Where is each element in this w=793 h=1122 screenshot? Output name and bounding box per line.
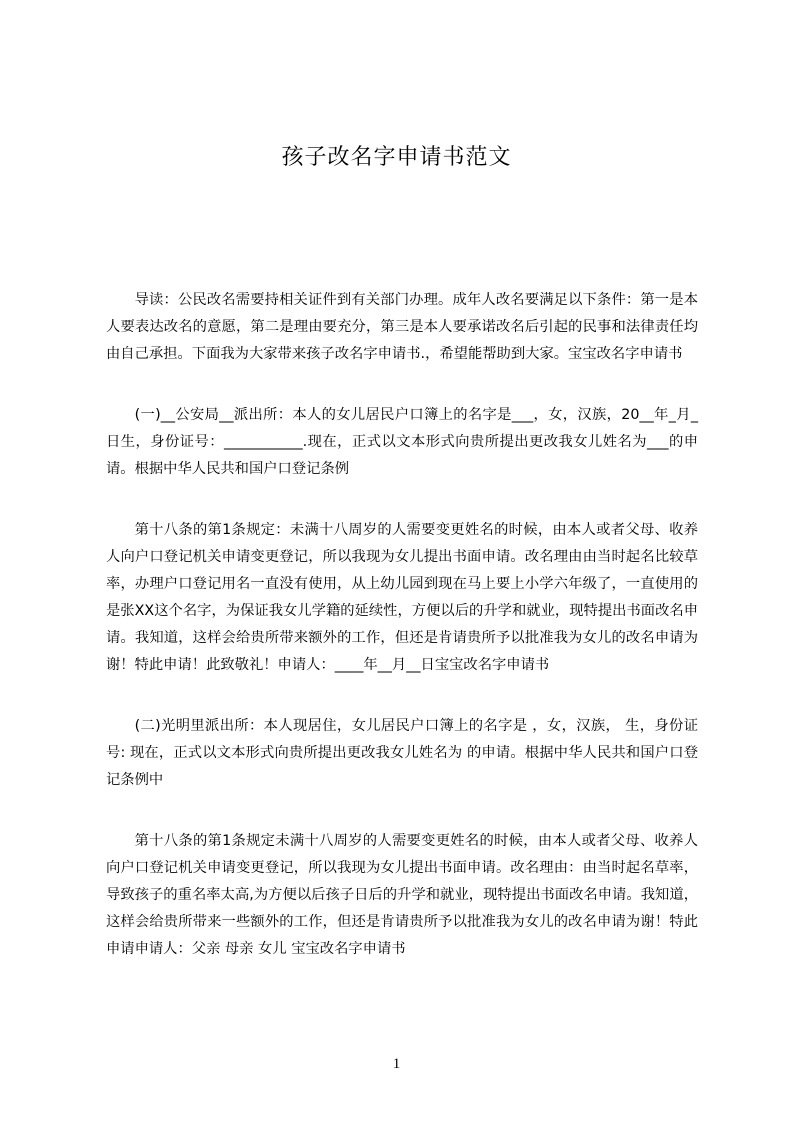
- document-title: 孩子改名字申请书范文: [281, 145, 512, 170]
- paragraph-reason-1: 第十八条的第1条规定：未满十八周岁的人需要变更姓名的时候，由本人或者父母、收养人向户口登记机关申请变更登记，所以我现为女儿提出书面申请。改名理由由当时起名比较草率，办理户口登记用名一直没有使用，从上幼儿园到现在马上要上小学六年级了，一直使用的是张XX这个名字，为保证我女儿学籍的延续性，方便以后的升学和就业，现特提出书面改名申请。我知道，这样会给贵所带来额外的工作，但还是肯请贵所予以批准我为女儿的改名申请为谢！特此申请！此致敬礼！申请人：____年__月__日宝宝改名字申请书: [106, 522, 698, 673]
- paragraph-application-1: (一)__公安局__派出所：本人的女儿居民户口簿上的名字是___，女，汉族，20__年_月_日生，身份证号：___________.现在，正式以文本形式向贵所提出更改我女儿姓名为___的申请。根据中华人民共和国户口登记条例: [106, 407, 698, 477]
- page-number: 1: [392, 1056, 401, 1072]
- paragraph-application-2: (二)光明里派出所：本人现居住，女儿居民户口簿上的名字是 ，女，汉族， 生，身份证号: 现在，正式以文本形式向贵所提出更改我女儿姓名为 的申请。根据中华人民共和国户口登记条例中: [106, 718, 698, 788]
- document-body: [106, 287, 698, 997]
- paragraph-reason-2: 第十八条的第1条规定未满十八周岁的人需要变更姓名的时候，由本人或者父母、收养人向户口登记机关申请变更登记，所以我现为女儿提出书面申请。改名理由：由当时起名草率，导致孩子的重名率太高,为方便以后孩子日后的升学和就业，现特提出书面改名申请。我知道，这样会给贵所带来一些额外的工作，但还是肯请贵所予以批准我为女儿的改名申请为谢！特此申请申请人：父亲 母亲 女儿 宝宝改名字申请书: [106, 833, 698, 957]
- paragraph-intro: 导读：公民改名需要持相关证件到有关部门办理。成年人改名要满足以下条件：第一是本人要表达改名的意愿，第二是理由要充分，第三是本人要承诺改名后引起的民事和法律责任均由自己承担。下面我为大家带来孩子改名字申请书.，希望能帮助到大家。宝宝改名字申请书: [106, 292, 698, 362]
